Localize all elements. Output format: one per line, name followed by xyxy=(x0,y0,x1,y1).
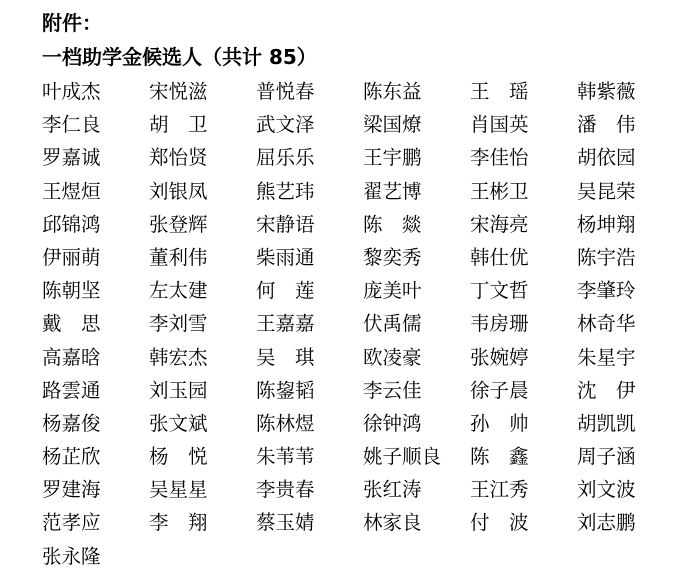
candidate-name: 李贵春 xyxy=(256,478,315,502)
candidate-name: 梁国燎 xyxy=(363,113,422,137)
candidate-name: 胡凯凯 xyxy=(577,411,636,435)
candidate-name: 吴昆荣 xyxy=(577,179,636,203)
candidate-name: 王嘉嘉 xyxy=(256,312,315,336)
candidate-name: 陈 鑫 xyxy=(470,445,529,469)
candidate-name: 罗嘉诚 xyxy=(42,146,101,170)
candidate-name: 普悦春 xyxy=(256,80,315,103)
candidate-name: 吴 琪 xyxy=(256,345,315,369)
candidate-name: 林家良 xyxy=(363,511,422,535)
candidate-name: 付 波 xyxy=(470,511,529,535)
candidate-name: 熊艺玮 xyxy=(256,179,315,203)
candidate-name: 胡 卫 xyxy=(149,113,208,137)
candidate-name: 王彬卫 xyxy=(470,179,529,203)
candidate-name: 胡依园 xyxy=(577,146,636,170)
candidate-name: 翟艺博 xyxy=(363,179,422,203)
candidate-name: 郑怡贤 xyxy=(149,146,208,170)
candidate-name: 肖国英 xyxy=(470,113,529,137)
document-page xyxy=(42,8,682,573)
candidate-name: 杨坤翔 xyxy=(577,212,636,236)
candidate-name: 伊丽萌 xyxy=(42,245,101,269)
candidate-name: 陈 燚 xyxy=(363,212,422,236)
candidate-name: 宋海亮 xyxy=(470,212,529,236)
candidate-name: 张文斌 xyxy=(149,411,208,435)
candidate-name: 杨芷欣 xyxy=(42,445,101,469)
candidate-name: 刘银凤 xyxy=(149,179,208,203)
candidate-name: 陈宇浩 xyxy=(577,245,636,269)
candidate-name: 张登辉 xyxy=(149,212,208,236)
candidate-name: 欧凌豪 xyxy=(363,345,422,369)
candidate-name: 朱星宇 xyxy=(577,345,636,369)
candidate-name: 陈鋆韬 xyxy=(256,378,315,402)
candidate-name: 张红涛 xyxy=(363,478,422,502)
section-heading: 一档助学金候选人（共计 85） xyxy=(42,45,317,69)
candidate-name: 王 瑶 xyxy=(470,80,529,103)
candidate-name: 刘志鹏 xyxy=(577,511,636,535)
candidate-name: 姚子顺良 xyxy=(363,445,442,469)
candidate-name: 徐钟鸿 xyxy=(363,411,422,435)
candidate-name: 武文泽 xyxy=(256,113,315,137)
candidate-name: 高嘉晗 xyxy=(42,345,101,369)
candidate-name: 叶成杰 xyxy=(42,80,101,103)
candidate-name: 邱锦鸿 xyxy=(42,212,101,236)
candidate-name: 范孝应 xyxy=(42,511,101,535)
candidate-name: 王煜烜 xyxy=(42,179,101,203)
candidate-name: 董利伟 xyxy=(149,245,208,269)
candidate-name: 何 莲 xyxy=(256,279,315,303)
candidate-name: 陈东益 xyxy=(363,80,422,103)
candidate-name: 丁文哲 xyxy=(470,279,529,303)
attachment-label: 附件： xyxy=(42,11,102,35)
candidate-name: 林奇华 xyxy=(577,312,636,336)
candidate-name: 陈林煜 xyxy=(256,411,315,435)
candidate-name: 柴雨通 xyxy=(256,245,315,269)
candidate-name: 张永隆 xyxy=(42,544,101,568)
candidate-name: 刘文波 xyxy=(577,478,636,502)
candidate-name: 王宇鹏 xyxy=(363,146,422,170)
candidate-name: 伏禹儒 xyxy=(363,312,422,336)
candidate-name: 韩紫薇 xyxy=(577,80,636,103)
candidate-name-grid xyxy=(42,75,682,573)
candidate-name: 宋静语 xyxy=(256,212,315,236)
candidate-name: 蔡玉婧 xyxy=(256,511,315,535)
candidate-name: 徐子晨 xyxy=(470,378,529,402)
candidate-name: 罗建海 xyxy=(42,478,101,502)
candidate-name: 李肇玲 xyxy=(577,279,636,303)
candidate-name: 韩宏杰 xyxy=(149,345,208,369)
candidate-name: 韦房珊 xyxy=(470,312,529,336)
candidate-name: 庞美叶 xyxy=(363,279,422,303)
candidate-name: 李刘雪 xyxy=(149,312,208,336)
candidate-name: 韩仕优 xyxy=(470,245,529,269)
candidate-name: 李仁良 xyxy=(42,113,101,137)
candidate-name: 周子涵 xyxy=(577,445,636,469)
candidate-name: 屈乐乐 xyxy=(256,146,315,170)
candidate-name: 宋悦滋 xyxy=(149,80,208,103)
candidate-name: 黎奕秀 xyxy=(363,245,422,269)
candidate-name: 陈朝坚 xyxy=(42,279,101,303)
candidate-name: 路雲通 xyxy=(42,378,101,402)
candidate-name: 潘 伟 xyxy=(577,113,636,137)
candidate-name: 张婉婷 xyxy=(470,345,529,369)
candidate-name: 杨嘉俊 xyxy=(42,411,101,435)
candidate-name: 沈 伊 xyxy=(577,378,636,402)
candidate-name: 左太建 xyxy=(149,279,208,303)
candidate-name: 孙 帅 xyxy=(470,411,529,435)
candidate-name: 朱苇苇 xyxy=(256,445,315,469)
candidate-name: 李 翔 xyxy=(149,511,208,535)
candidate-name: 李云佳 xyxy=(363,378,422,402)
candidate-name: 刘玉园 xyxy=(149,378,208,402)
candidate-name: 吴星星 xyxy=(149,478,208,502)
candidate-name: 李佳怡 xyxy=(470,146,529,170)
candidate-name: 王江秀 xyxy=(470,478,529,502)
candidate-name: 杨 悦 xyxy=(149,445,208,469)
candidate-name: 戴 思 xyxy=(42,312,101,336)
